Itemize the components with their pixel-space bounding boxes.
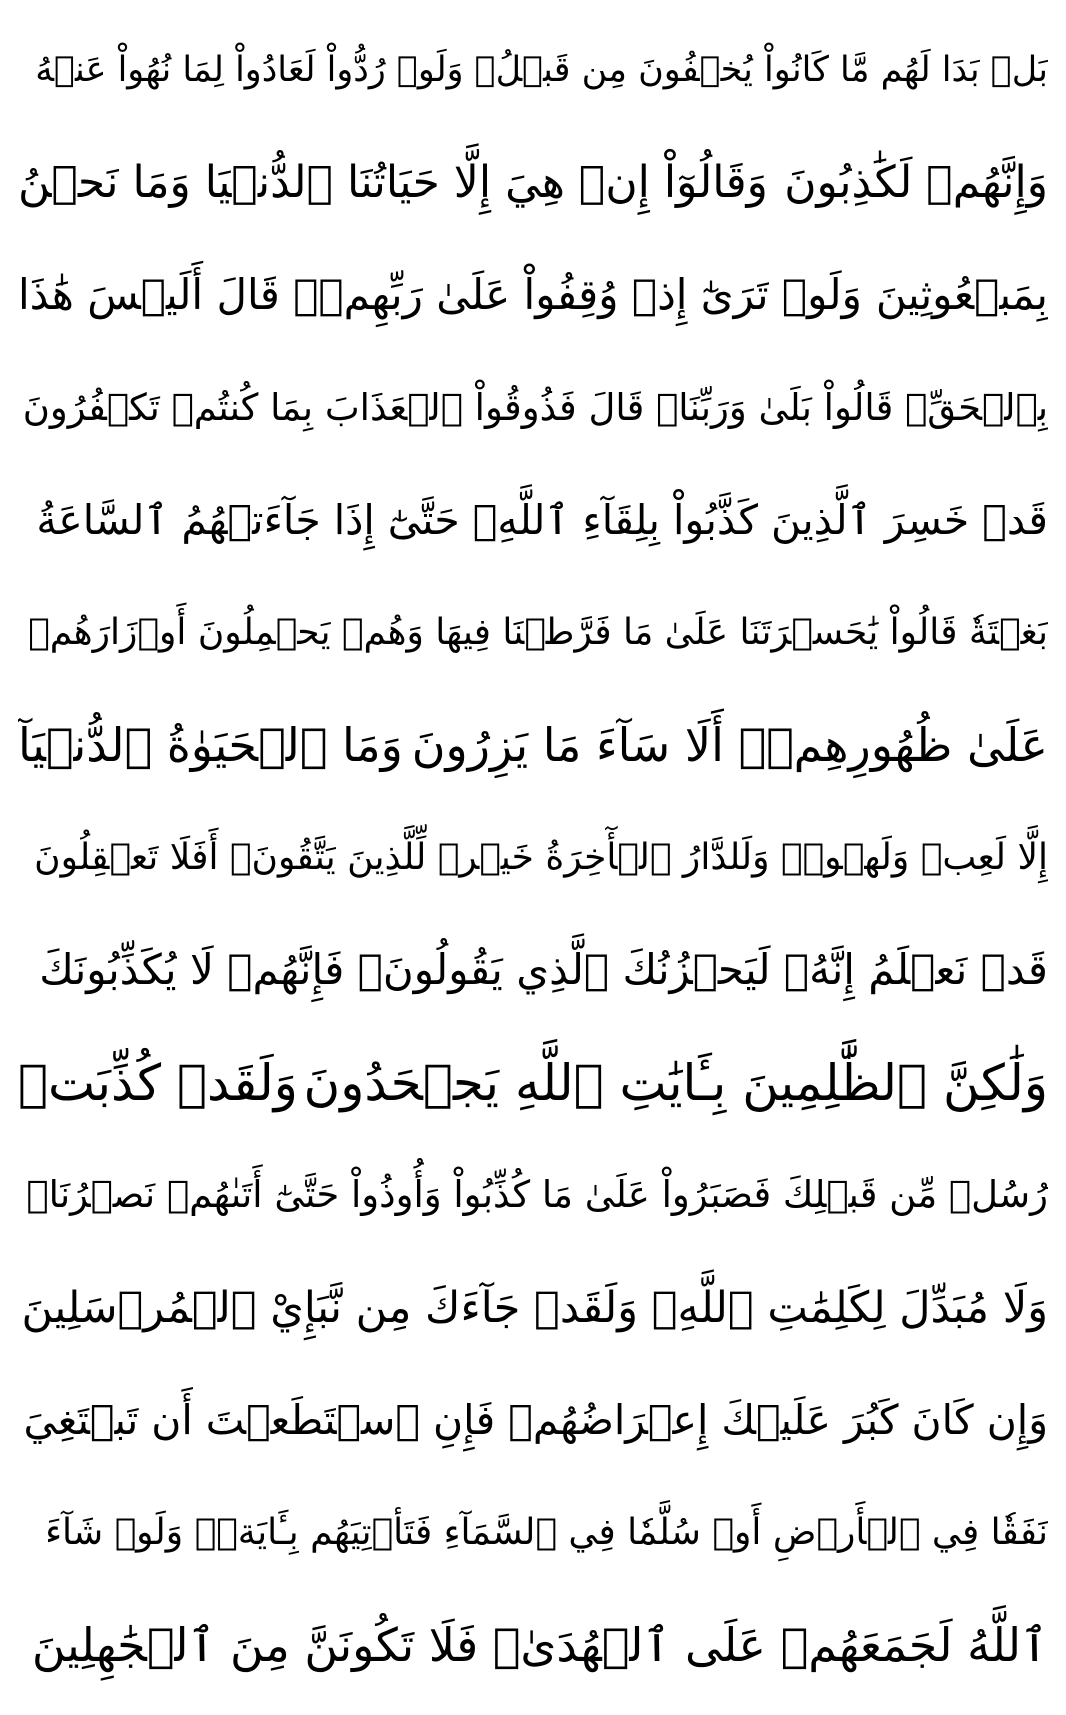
verse-segment: عَلَىٰ ظُهُورِهِمۡۚ أَلَا سَآءَ مَا يَزِرُونَ — [411, 718, 1048, 772]
verse-segment: بِٱلۡحَقِّۚ قَالُواْ بَلَىٰ وَرَبِّنَاۚ قَالَ فَذُوقُواْ ٱلۡعَذَابَ بِمَا كُنتُمۡ تَكۡفُرُونَ — [22, 385, 1048, 429]
verse-segment: نَفَقٗا فِي ٱلۡأَرۡضِ أَوۡ سُلَّمٗا فِي ٱلسَّمَآءِ فَتَأۡتِيَهُم بِـَٔايَةٖۚ وَلَوۡ شَآءَ — [45, 1511, 1048, 1553]
text-line — [18, 1370, 1048, 1470]
verse-segment: بَلۡ بَدَا لَهُم مَّا كَانُواْ يُخۡفُونَ مِن قَبۡلُۖ وَلَوۡ رُدُّواْ لَعَادُواْ لِمَا نُهُواْ عَنۡهُ — [35, 50, 1048, 90]
text-line — [18, 358, 1048, 458]
text-line — [18, 245, 1048, 345]
verse-segment: ٱللَّهُ لَجَمَعَهُمۡ عَلَى ٱلۡهُدَىٰۚ فَلَا تَكُونَنَّ مِنَ ٱلۡجَٰهِلِينَ — [31, 1618, 1048, 1672]
verse-segment: رُسُلٞ مِّن قَبۡلِكَ فَصَبَرُواْ عَلَىٰ مَا كُذِّبُواْ وَأُوذُواْ حَتَّىٰٓ أَتَىٰهُمۡ نَصۡرُنَاۚ — [26, 1173, 1048, 1216]
verse-segment: وَلَا مُبَدِّلَ لِكَلِمَٰتِ ٱللَّهِۚ وَلَقَدۡ جَآءَكَ مِن نَّبَإِيْ ٱلۡمُرۡسَلِينَ — [21, 1282, 1048, 1333]
text-line — [18, 583, 1048, 683]
text-line — [18, 133, 1048, 233]
text-line — [18, 20, 1048, 120]
verse-segment: بَغۡتَةٗ قَالُواْ يَٰحَسۡرَتَنَا عَلَىٰ مَا فَرَّطۡنَا فِيهَا وَهُمۡ يَحۡمِلُونَ أَوۡزَارَهُمۡ — [28, 611, 1048, 653]
text-line — [18, 1145, 1048, 1245]
text-line — [18, 1258, 1048, 1358]
verse-segment: وَلَقَدۡ كُذِّبَتۡ — [18, 1053, 298, 1112]
text-line — [18, 1033, 1048, 1133]
verse-segment: وَمَا ٱلۡحَيَوٰةُ ٱلدُّنۡيَآ — [18, 718, 403, 772]
verse-segment: بِمَبۡعُوثِينَ — [875, 270, 1048, 319]
quran-text-block — [18, 20, 1048, 1695]
text-line — [18, 470, 1048, 570]
verse-segment: إِلَّا لَعِبٞ وَلَهۡوٞۖ وَلَلدَّارُ ٱلۡأٓخِرَةُ خَيۡرٞ لِّلَّذِينَ يَتَّقُونَۚ أَفَلَا تَعۡقِلُونَ — [34, 836, 1048, 878]
verse-segment: قَدۡ نَعۡلَمُ إِنَّهُۥ لَيَحۡزُنُكَ ٱلَّذِي يَقُولُونَۖ فَإِنَّهُمۡ لَا يُكَذِّبُونَكَ — [39, 945, 1048, 994]
text-line — [18, 1483, 1048, 1583]
text-line — [18, 1595, 1048, 1695]
text-line — [18, 808, 1048, 908]
verse-segment: وَإِن كَانَ كَبُرَ عَلَيۡكَ إِعۡرَاضُهُمۡ فَإِنِ ٱسۡتَطَعۡتَ أَن تَبۡتَغِيَ — [23, 1396, 1048, 1444]
verse-segment: وَلَٰكِنَّ ٱلظَّٰلِمِينَ بِـَٔايَٰتِ ٱللَّهِ يَجۡحَدُونَ — [303, 1053, 1048, 1112]
text-line — [18, 695, 1048, 795]
verse-segment: وَقَالُوٓاْ إِنۡ هِيَ إِلَّا حَيَاتُنَا ٱلدُّنۡيَا وَمَا نَحۡنُ — [18, 156, 768, 208]
verse-segment: وَلَوۡ تَرَىٰٓ إِذۡ وُقِفُواْ عَلَىٰ رَبِّهِمۡۚ قَالَ أَلَيۡسَ هَٰذَا — [18, 270, 862, 319]
text-line — [18, 920, 1048, 1020]
verse-segment: قَدۡ خَسِرَ ٱلَّذِينَ كَذَّبُواْ بِلِقَآءِ ٱللَّهِۖ حَتَّىٰٓ إِذَا جَآءَتۡهُمُ ٱلسَّاعَةُ — [36, 496, 1048, 544]
verse-segment: وَإِنَّهُمۡ لَكَٰذِبُونَ — [784, 156, 1048, 208]
